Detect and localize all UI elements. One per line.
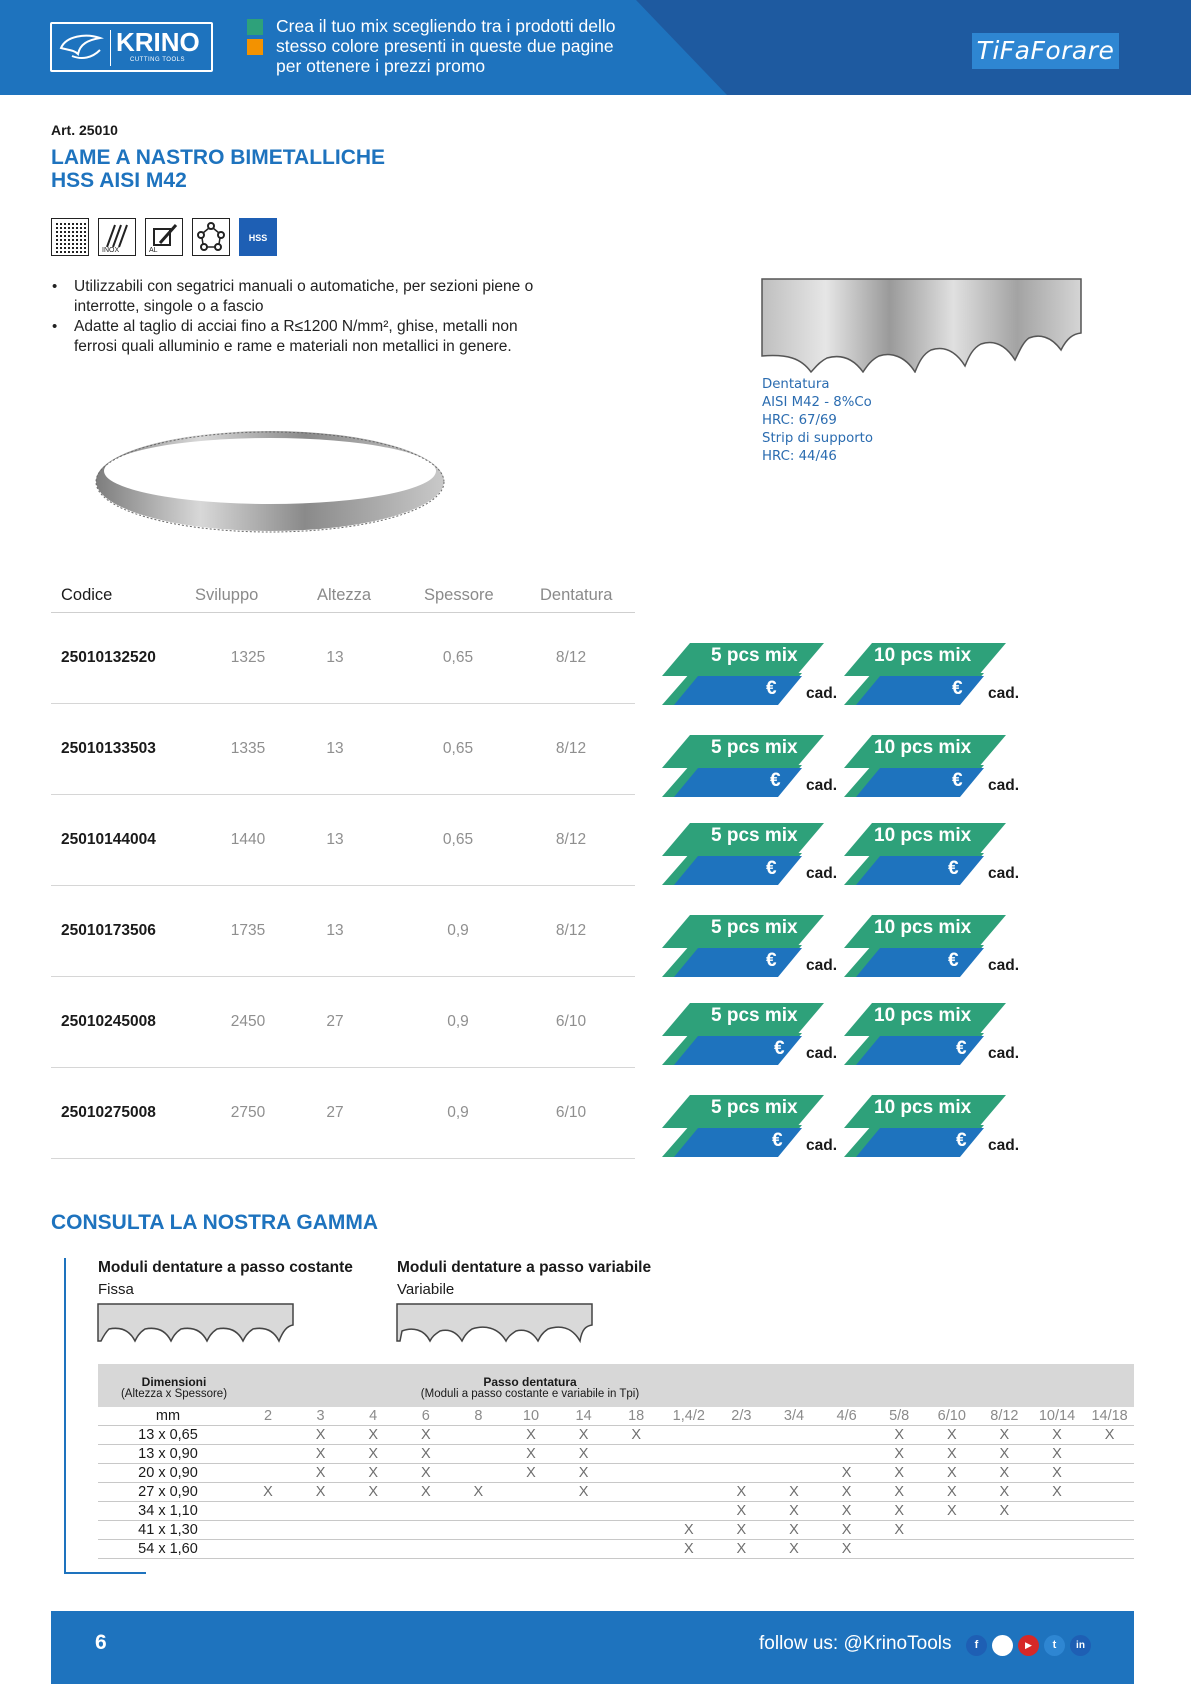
cell-dentatura: 6/10 (555, 1104, 587, 1121)
unit-label: cad. (806, 685, 838, 702)
krino-logo (50, 22, 213, 72)
pitch-column-header: 14/18 (1091, 1408, 1128, 1424)
follow-us-text: follow us: @KrinoTools (759, 1633, 952, 1654)
pitch-cell: X (999, 1503, 1010, 1519)
dimension-label: 54 x 1,60 (138, 1541, 198, 1557)
pitch-column-header: 6 (421, 1408, 430, 1424)
spec-line: Strip di supporto (762, 431, 874, 446)
pitch-cell: X (1052, 1484, 1062, 1500)
pitch-cell: X (263, 1484, 273, 1500)
euro-symbol: € (948, 950, 959, 971)
badge-5-pcs-mix (662, 1003, 847, 1065)
product-table (51, 582, 635, 1159)
cell-dentatura: 8/12 (555, 922, 587, 939)
promo-line: per ottenere i prezzi promo (247, 56, 615, 76)
cell-altezza: 27 (326, 1104, 344, 1121)
pitch-cell: X (420, 1427, 431, 1443)
pitch-column-header: 3/4 (783, 1408, 805, 1424)
euro-symbol: € (766, 858, 777, 879)
title-line: HSS AISI M42 (51, 169, 187, 192)
badge-label: 5 pcs mix (711, 1005, 798, 1026)
column-header: Dentatura (540, 586, 613, 604)
dimensions-subtitle: (Altezza x Spessore) (120, 1388, 228, 1400)
column-header: Sviluppo (195, 586, 259, 604)
green-square-icon (247, 19, 263, 35)
pitch-cell: X (315, 1465, 326, 1481)
pitch-cell: X (999, 1484, 1010, 1500)
unit-label: cad. (988, 957, 1020, 974)
variable-pitch-image (396, 1301, 596, 1346)
cell-dentatura: 6/10 (555, 1013, 587, 1030)
twitter-icon[interactable]: t (1044, 1635, 1065, 1656)
pitch-cell: X (473, 1484, 484, 1500)
pitch-cell: X (578, 1484, 589, 1500)
table-row (51, 1068, 635, 1159)
cell-spessore: 0,9 (447, 1013, 469, 1030)
euro-symbol: € (774, 1038, 785, 1059)
badge-label: 5 pcs mix (711, 645, 798, 666)
pitch-cell: X (315, 1427, 326, 1443)
pitch-cell: X (841, 1503, 852, 1519)
pitch-cell: X (841, 1522, 852, 1538)
pitch-cell: X (420, 1484, 431, 1500)
dimension-label: 13 x 0,65 (138, 1427, 198, 1443)
section-accent-line (64, 1258, 66, 1574)
page-footer (51, 1611, 1134, 1684)
linkedin-icon[interactable]: in (1070, 1635, 1091, 1656)
pitch-cell: X (946, 1465, 957, 1481)
badge-10-pcs-mix (844, 1003, 1029, 1065)
pitch-cell: X (578, 1446, 589, 1462)
pitch-column-header: 4 (369, 1408, 378, 1424)
pitch-cell: X (894, 1503, 905, 1519)
badge-label: 10 pcs mix (874, 645, 972, 666)
badge-label: 5 pcs mix (711, 917, 798, 938)
pitch-cell: X (368, 1427, 379, 1443)
cell-sviluppo: 2750 (230, 1104, 266, 1121)
badge-label: 10 pcs mix (874, 1005, 972, 1026)
badge-label: 10 pcs mix (874, 737, 972, 758)
pitch-cell: X (946, 1503, 957, 1519)
euro-symbol: € (948, 858, 959, 879)
pitch-cell: X (736, 1541, 747, 1557)
variable-pitch-subtitle: Variabile (397, 1281, 455, 1298)
pitch-cell: X (894, 1465, 905, 1481)
pitch-cell: X (946, 1484, 957, 1500)
cast-iron-icon (51, 218, 89, 256)
cell-sviluppo: 1440 (230, 831, 266, 848)
pitch-cell: X (946, 1446, 957, 1462)
pitch-cell: X (736, 1484, 747, 1500)
spec-line: Dentatura (762, 377, 830, 392)
pitch-cell: X (894, 1446, 905, 1462)
fixed-pitch-title: Moduli dentature a passo costante (98, 1259, 353, 1276)
krino-swirl-icon (58, 30, 104, 66)
badge-10-pcs-mix (844, 823, 1029, 885)
pitch-cell: X (789, 1484, 799, 1500)
range-columns-row (98, 1407, 1134, 1426)
instagram-icon[interactable] (992, 1635, 1013, 1656)
table-header (51, 582, 635, 613)
pitch-title: Passo dentatura (483, 1375, 577, 1389)
cell-altezza: 13 (326, 649, 344, 666)
promo-message (247, 16, 615, 76)
badge-label: 10 pcs mix (874, 917, 972, 938)
range-row (98, 1426, 1134, 1445)
table-row (51, 704, 635, 795)
pitch-column-header: 3 (316, 1408, 325, 1424)
facebook-icon[interactable]: f (966, 1635, 987, 1656)
cell-spessore: 0,65 (442, 831, 474, 848)
badge-label: 5 pcs mix (711, 825, 798, 846)
pitch-cell: X (420, 1465, 431, 1481)
tooth-detail-image (761, 278, 1082, 373)
unit-label: cad. (806, 957, 838, 974)
product-code: 25010275008 (61, 1104, 156, 1121)
hss-icon: HSS (239, 218, 277, 256)
unit-label: cad. (806, 865, 838, 882)
pitch-cell: X (789, 1522, 799, 1538)
promo-line: Crea il tuo mix scegliendo tra i prodotti dello (247, 16, 615, 36)
badge-10-pcs-mix (844, 735, 1029, 797)
tooth-specs (762, 376, 873, 466)
pitch-column-header: 6/10 (937, 1408, 966, 1424)
feature-item: • Adatte al taglio di acciai fino a R≤1200 N/mm², ghise, metalli non ferrosi quali alluminio e rame e materiali non metallici in genere. (51, 317, 611, 357)
table-row (51, 795, 635, 886)
cell-dentatura: 8/12 (555, 740, 587, 757)
badge-5-pcs-mix (662, 1095, 847, 1157)
spec-line: HRC: 67/69 (762, 413, 837, 428)
product-code: 25010144004 (61, 831, 156, 848)
range-title: CONSULTA LA NOSTRA GAMMA (51, 1211, 379, 1234)
pitch-cell: X (894, 1427, 905, 1443)
icon-label: INOX (102, 247, 120, 254)
orange-square-icon (247, 39, 263, 55)
dimension-label: 20 x 0,90 (138, 1465, 198, 1481)
pitch-cell: X (315, 1446, 326, 1462)
unit-label: cad. (988, 865, 1020, 882)
youtube-icon[interactable]: ▶ (1018, 1635, 1039, 1656)
cell-altezza: 27 (326, 1013, 344, 1030)
badge-10-pcs-mix (844, 1095, 1029, 1157)
range-row (98, 1464, 1134, 1483)
cell-altezza: 13 (326, 831, 344, 848)
euro-symbol: € (766, 950, 777, 971)
pitch-cell: X (1052, 1446, 1062, 1462)
unit-label: cad. (988, 1045, 1020, 1062)
euro-symbol: € (952, 770, 963, 791)
pitch-column-header: 4/6 (836, 1408, 857, 1424)
table-row (51, 886, 635, 977)
tifaforare-tag: TiFaForare (972, 33, 1119, 69)
aluminium-icon (145, 218, 183, 256)
table-row (51, 977, 635, 1068)
badge-label: 5 pcs mix (711, 737, 798, 758)
table-row (51, 613, 635, 704)
pitch-cell: X (683, 1541, 694, 1557)
pitch-column-header: 14 (575, 1408, 592, 1424)
euro-symbol: € (770, 770, 781, 791)
badge-label: 10 pcs mix (874, 825, 972, 846)
pitch-column-header: 10 (522, 1408, 540, 1424)
brand-name: KRINO (116, 27, 200, 57)
band-saw-blade-image (92, 425, 448, 540)
promo-line: stesso colore presenti in queste due pagine (276, 36, 614, 56)
unit-label: cad. (988, 777, 1020, 794)
badge-5-pcs-mix (662, 823, 847, 885)
range-row (98, 1521, 1134, 1540)
product-code: 25010133503 (61, 740, 156, 757)
badge-5-pcs-mix (662, 643, 847, 705)
inox-icon (98, 218, 136, 256)
pitch-subtitle: (Moduli a passo costante e variabile in Tpi) (420, 1388, 640, 1400)
cell-sviluppo: 1325 (230, 649, 266, 666)
dimension-label: 27 x 0,90 (138, 1484, 198, 1500)
pitch-cell: X (526, 1446, 536, 1462)
brand-subtitle: CUTTING TOOLS (130, 57, 185, 63)
badge-10-pcs-mix (844, 915, 1029, 977)
product-code: 25010173506 (61, 922, 156, 939)
feature-item: • Utilizzabili con segatrici manuali o automatiche, per sezioni piene o interrotte, singole o a fascio (51, 277, 611, 317)
column-header: Altezza (317, 586, 372, 604)
unit-label: cad. (806, 777, 838, 794)
pitch-cell: X (578, 1427, 589, 1443)
range-row (98, 1445, 1134, 1464)
pitch-cell: X (841, 1484, 852, 1500)
unit-label: cad. (806, 1137, 838, 1154)
cell-dentatura: 8/12 (555, 649, 587, 666)
pitch-column-header: 18 (628, 1408, 645, 1424)
pitch-cell: X (315, 1484, 326, 1500)
range-row (98, 1502, 1134, 1521)
cell-sviluppo: 1335 (230, 740, 266, 757)
pitch-cell: X (1104, 1427, 1115, 1443)
euro-symbol: € (956, 1038, 967, 1059)
spec-line: AISI M42 - 8%Co (762, 395, 872, 410)
dimension-label: 13 x 0,90 (138, 1446, 198, 1462)
product-title (51, 146, 385, 192)
fixed-pitch-image (97, 1301, 297, 1346)
column-header: Codice (61, 586, 113, 604)
euro-symbol: € (772, 1130, 783, 1151)
cell-sviluppo: 1735 (230, 922, 266, 939)
pitch-cell: X (789, 1541, 799, 1557)
cell-dentatura: 8/12 (555, 831, 587, 848)
badge-5-pcs-mix (662, 915, 847, 977)
pitch-cell: X (526, 1427, 536, 1443)
pitch-cell: X (999, 1427, 1010, 1443)
pitch-cell: X (578, 1465, 589, 1481)
product-code: 25010245008 (61, 1013, 156, 1030)
pitch-cell: X (736, 1522, 747, 1538)
cell-spessore: 0,9 (447, 1104, 469, 1121)
cell-altezza: 13 (326, 740, 344, 757)
pitch-cell: X (841, 1465, 852, 1481)
pitch-cell: X (946, 1427, 957, 1443)
cell-spessore: 0,65 (442, 740, 474, 757)
pitch-column-header: 8 (474, 1408, 483, 1424)
dimension-label: 34 x 1,10 (138, 1503, 198, 1519)
page-number: 6 (95, 1631, 107, 1654)
range-row (98, 1540, 1134, 1559)
page-header (0, 0, 1191, 95)
pitch-cell: X (420, 1446, 431, 1462)
dimensions-title: Dimensioni (141, 1375, 207, 1389)
badge-label: 10 pcs mix (874, 1097, 972, 1118)
cell-altezza: 13 (326, 922, 344, 939)
pitch-cell: X (368, 1465, 379, 1481)
badge-label: 5 pcs mix (711, 1097, 798, 1118)
pitch-cell: X (736, 1503, 747, 1519)
pitch-cell: X (368, 1446, 379, 1462)
plastic-icon (192, 218, 230, 256)
title-line: LAME A NASTRO BIMETALLICHE (51, 146, 386, 169)
cell-sviluppo: 2450 (230, 1013, 266, 1030)
column-header: Spessore (424, 586, 494, 604)
pitch-cell: X (631, 1427, 642, 1443)
badge-10-pcs-mix (844, 643, 1029, 705)
unit-label: cad. (988, 685, 1020, 702)
feature-list (51, 277, 611, 357)
pitch-cell: X (683, 1522, 694, 1538)
range-table-header (98, 1364, 1134, 1407)
pitch-column-header: 2/3 (731, 1408, 752, 1424)
pitch-cell: X (894, 1484, 905, 1500)
dimension-label: 41 x 1,30 (138, 1522, 198, 1538)
pitch-column-header: 2 (263, 1408, 273, 1424)
pitch-cell: X (526, 1465, 536, 1481)
cell-spessore: 0,65 (442, 649, 474, 666)
pitch-cell: X (894, 1522, 905, 1538)
icon-label: AL (149, 247, 158, 254)
pitch-column-header: 10/14 (1038, 1408, 1076, 1424)
section-accent-line (64, 1572, 146, 1574)
pitch-column-header: 8/12 (990, 1408, 1019, 1424)
euro-symbol: € (766, 678, 777, 699)
pitch-cell: X (789, 1503, 799, 1519)
unit-label: cad. (806, 1045, 838, 1062)
pitch-cell: X (999, 1446, 1010, 1462)
pitch-cell: X (1052, 1465, 1062, 1481)
badge-5-pcs-mix (662, 735, 847, 797)
fixed-pitch-subtitle: Fissa (98, 1281, 134, 1298)
spec-line: HRC: 44/46 (762, 449, 837, 464)
range-table (98, 1364, 1134, 1559)
range-row (98, 1483, 1134, 1502)
pitch-cell: X (1052, 1427, 1062, 1443)
pitch-cell: X (368, 1484, 379, 1500)
pitch-column-header: 1,4/2 (672, 1408, 705, 1424)
pitch-cell: X (999, 1465, 1010, 1481)
pitch-column-header: 5/8 (889, 1408, 910, 1424)
cell-spessore: 0,9 (447, 922, 469, 939)
variable-pitch-title: Moduli dentature a passo variabile (397, 1259, 652, 1276)
euro-symbol: € (956, 1130, 967, 1151)
product-code: 25010132520 (61, 649, 156, 666)
unit-label: mm (155, 1408, 181, 1424)
article-number: Art. 25010 (51, 122, 118, 138)
logo-separator (110, 30, 111, 66)
euro-symbol: € (952, 678, 963, 699)
unit-label: cad. (988, 1137, 1020, 1154)
pitch-cell: X (841, 1541, 852, 1557)
